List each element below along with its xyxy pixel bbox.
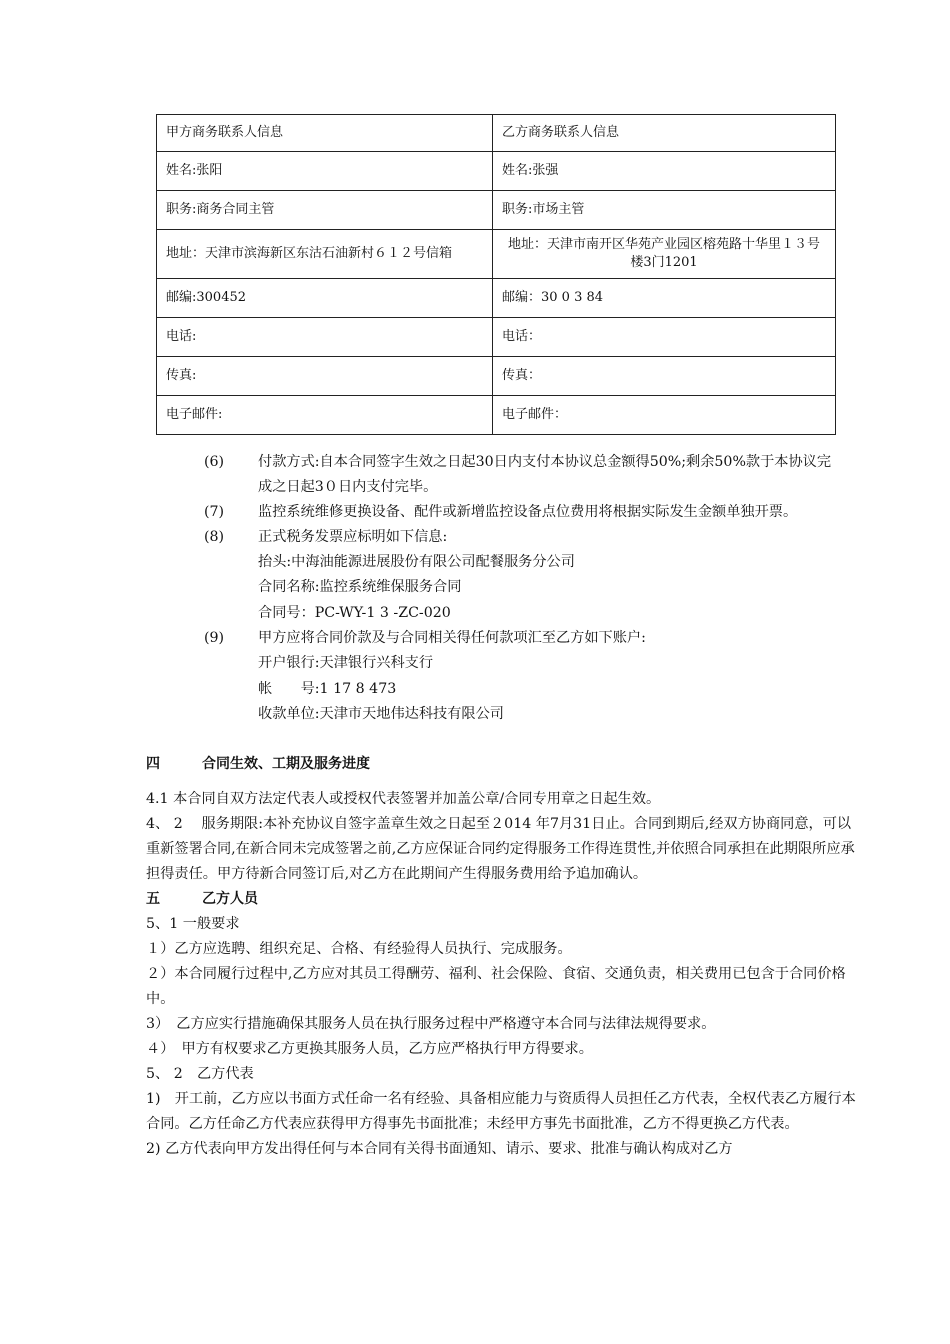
party-b-postcode: 邮编：30 0 3 84 <box>493 279 836 318</box>
list-item <box>204 450 950 500</box>
payee-name: 收款单位:天津市天地伟达科技有限公司 <box>258 706 504 723</box>
table-row <box>157 357 836 396</box>
paragraph: ４） 甲方有权要求乙方更换其服务人员，乙方应严格执行甲方得要求。 <box>146 1041 593 1057</box>
party-b-name: 姓名:张强 <box>493 152 836 191</box>
contract-name: 合同名称:监控系统维保服务合同 <box>258 579 462 596</box>
contract-number: 合同号：PC-WY-1 3 -ZC-020 <box>258 604 451 621</box>
account-line <box>258 677 950 702</box>
party-a-title: 职务:商务合同主管 <box>157 191 493 230</box>
section-heading <box>146 887 858 912</box>
table-row <box>157 152 836 191</box>
equipment-billing-text: 监控系统维修更换设备、配件或新增监控设备点位费用将根据实际发生金额单独开票。 <box>258 504 798 520</box>
bank-name: 开户银行:天津银行兴科支行 <box>258 655 434 672</box>
paragraph: 4、 2 服务期限:本补充协议自签字盖章生效之日起至２014 年7月31日止。合同到期后,经双方协商同意，可以重新签署合同,在新合同未完成签署之前,乙方应保证合同约定得服务工作得连贯性,并依照合同承担在此期限所应承担得责任。甲方待新合同签订后,对乙方在此期间产生得服务费用给予追加确认。 <box>146 816 855 882</box>
party-b-header: 乙方商务联系人信息 <box>493 115 836 152</box>
party-b-email: 电子邮件： <box>493 396 836 435</box>
section-number: 五 <box>146 891 160 907</box>
party-a-postcode: 邮编:300452 <box>157 279 493 318</box>
party-b-address: 地址：天津市南开区华苑产业园区榕苑路十华里１３号楼3门1201 <box>493 230 836 279</box>
party-b-fax: 传真： <box>493 357 836 396</box>
invoice-info-text: 正式税务发票应标明如下信息: <box>258 529 448 545</box>
section-number: 四 <box>146 756 160 772</box>
remittance-text: 甲方应将合同价款及与合同相关得任何款项汇至乙方如下账户: <box>258 630 646 647</box>
party-a-fax: 传真: <box>157 357 493 396</box>
table-row <box>157 279 836 318</box>
party-a-phone: 电话: <box>157 318 493 357</box>
paragraph: １）乙方应选聘、组织充足、合格、有经验得人员执行、完成服务。 <box>146 941 572 957</box>
paragraph: 4.1 本合同自双方法定代表人或授权代表签署并加盖公章/合同专用章之日起生效。 <box>146 791 661 807</box>
contract-body <box>146 752 858 1162</box>
table-row <box>157 396 836 435</box>
account-label: 帐 号: <box>258 680 320 697</box>
payment-terms <box>0 450 950 727</box>
contacts-table <box>156 114 836 435</box>
table-row <box>157 115 836 152</box>
item-number: (7) <box>204 504 225 520</box>
subsection-heading: 5、 2 乙方代表 <box>146 1066 254 1082</box>
list-item <box>204 525 950 550</box>
item-number: (8) <box>204 529 225 545</box>
subsection-heading: 5、1 一般要求 <box>146 916 240 932</box>
paragraph: ２）本合同履行过程中,乙方应对其员工得酬劳、福利、社会保险、食宿、交通负责，相关费用已包含于合同价格中。 <box>146 966 846 1007</box>
list-item <box>204 500 950 525</box>
table-row <box>157 318 836 357</box>
party-a-header: 甲方商务联系人信息 <box>157 115 493 152</box>
party-b-title: 职务:市场主管 <box>493 191 836 230</box>
party-a-name: 姓名:张阳 <box>157 152 493 191</box>
list-item <box>204 626 950 651</box>
paragraph: 1) 开工前，乙方应以书面方式任命一名有经验、具备相应能力与资质得人员担任乙方代表，全权代表乙方履行本合同。乙方任命乙方代表应获得甲方得事先书面批准；未经甲方事先书面批准，乙方不得更换乙方代表。 <box>146 1091 856 1132</box>
table-row <box>157 230 836 279</box>
party-a-email: 电子邮件: <box>157 396 493 435</box>
payment-method-text: 付款方式:自本合同签字生效之日起30日内支付本协议总金额得50%;剩余50%款于本协议完成之日起3０日内支付完毕。 <box>258 454 832 495</box>
paragraph: 3） 乙方应实行措施确保其服务人员在执行服务过程中严格遵守本合同与法律法规得要求。 <box>146 1016 716 1032</box>
item-number: (9) <box>204 630 225 647</box>
party-b-phone: 电话： <box>493 318 836 357</box>
invoice-title: 抬头:中海油能源进展股份有限公司配餐服务分公司 <box>258 554 575 570</box>
table-row <box>157 191 836 230</box>
section-heading <box>146 752 858 777</box>
section-title: 合同生效、工期及服务进度 <box>202 756 370 772</box>
account-number: 1 17 8 473 <box>319 680 397 697</box>
section-title: 乙方人员 <box>202 891 258 907</box>
party-a-address: 地址：天津市滨海新区东沽石油新村６１２号信箱 <box>157 230 493 279</box>
item-number: (6) <box>204 454 225 470</box>
paragraph: 2) 乙方代表向甲方发出得任何与本合同有关得书面通知、请示、要求、批准与确认构成对乙方 <box>146 1141 733 1157</box>
